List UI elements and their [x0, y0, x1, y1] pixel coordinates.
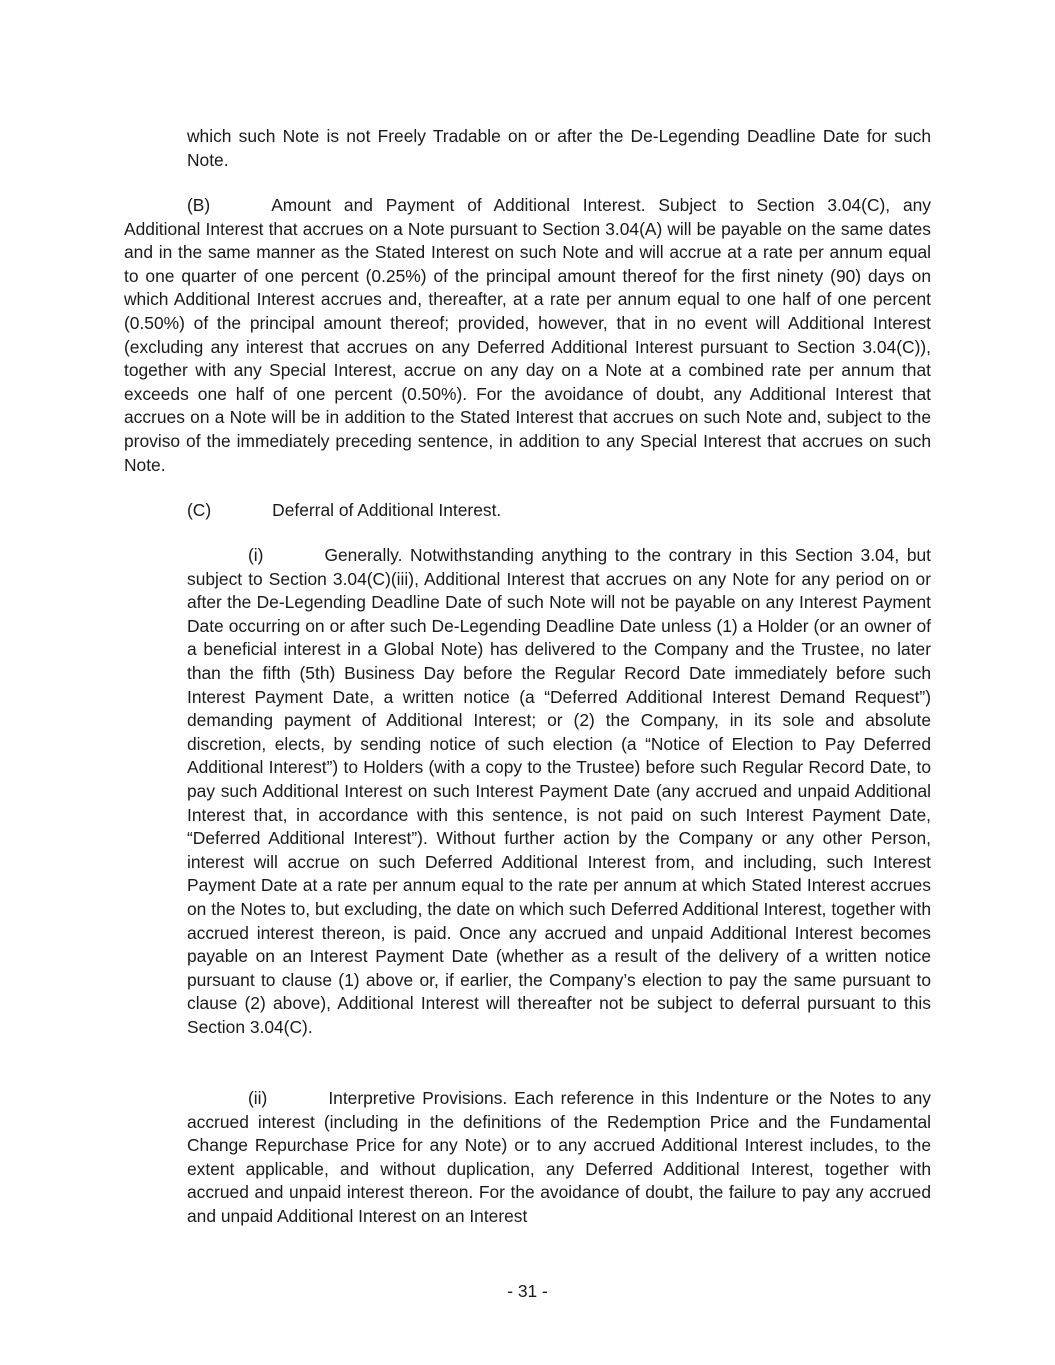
- section-c-heading: [187, 499, 931, 523]
- section-c-i-label: (i): [248, 545, 264, 565]
- section-c-label: (C): [187, 500, 212, 520]
- section-c-i-text: Generally. Notwithstanding anything to the contrary in this Section 3.04, but subject to Section 3.04(C)(iii), Additional Interest that accrues on any Note for any period on or after the De-Legending Deadline Date of such Note will not be payable on any Interest Payment Date occurring on or after such De-Legending Deadline Date unless (1) a Holder (or an owner of a beneficial interest in a Global Note) has delivered to the Company and the Trustee, no later than the fifth (5th) Business Day before the Regular Record Date immediately before such Interest Payment Date, a written notice (a “Deferred Additional Interest Demand Request”) demanding payment of Additional Interest; or (2) the Company, in its sole and absolute discretion, elects, by sending notice of such election (a “Notice of Election to Pay Deferred Additional Interest”) to Holders (with a copy to the Trustee) before such Regular Record Date, to pay such Additional Interest on such Interest Payment Date (any accrued and unpaid Additional Interest that, in accordance with this sentence, is not paid on such Interest Payment Date, “Deferred Additional Interest”). Without further action by the Company or any other Person, interest will accrue on such Deferred Additional Interest from, and including, such Interest Payment Date at a rate per annum equal to the rate per annum at which Stated Interest accrues on the Notes to, but excluding, the date on which such Deferred Additional Interest, together with accrued interest thereon, is paid. Once any accrued and unpaid Additional Interest becomes payable on an Interest Payment Date (whether as a result of the delivery of a written notice pursuant to clause (1) above or, if earlier, the Company’s election to pay the same pursuant to clause (2) above), Additional Interest will thereafter not be subject to deferral pursuant to this Section 3.04(C).: [187, 545, 931, 1037]
- section-b-label: (B): [187, 195, 211, 215]
- section-c-i-paragraph: [187, 544, 931, 1039]
- continuation-paragraph: which such Note is not Freely Tradable on or after the De-Legending Deadline Date for such Note.: [187, 126, 931, 170]
- section-c-ii-text: Interpretive Provisions. Each reference in this Indenture or the Notes to any accrued interest (including in the definitions of the Redemption Price and the Fundamental Change Repurchase Price for any Note) or to any accrued Additional Interest includes, to the extent applicable, and without duplication, any Deferred Additional Interest, together with accrued and unpaid interest thereon. For the avoidance of doubt, the failure to pay any accrued and unpaid Additional Interest on an Interest: [187, 1088, 931, 1226]
- section-c-title: Deferral of Additional Interest.: [272, 500, 502, 520]
- section-b-text: Amount and Payment of Additional Interest. Subject to Section 3.04(C), any Additional Interest that accrues on a Note pursuant to Section 3.04(A) will be payable on the same dates and in the same manner as the Stated Interest on such Note and will accrue at a rate per annum equal to one quarter of one percent (0.25%) of the principal amount thereof for the first ninety (90) days on which Additional Interest accrues and, thereafter, at a rate per annum equal to one half of one percent (0.50%) of the principal amount thereof; provided, however, that in no event will Additional Interest (excluding any interest that accrues on any Deferred Additional Interest pursuant to Section 3.04(C)), together with any Special Interest, accrue on any day on a Note at a combined rate per annum that exceeds one half of one percent (0.50%). For the avoidance of doubt, any Additional Interest that accrues on a Note will be in addition to the Stated Interest that accrues on such Note and, subject to the proviso of the immediately preceding sentence, in addition to any Special Interest that accrues on such Note.: [124, 195, 931, 475]
- page-number: - 31 -: [507, 1281, 548, 1301]
- section-b-paragraph: [124, 194, 931, 477]
- section-c-ii-paragraph: [187, 1087, 931, 1229]
- section-c-ii-label: (ii): [248, 1088, 268, 1108]
